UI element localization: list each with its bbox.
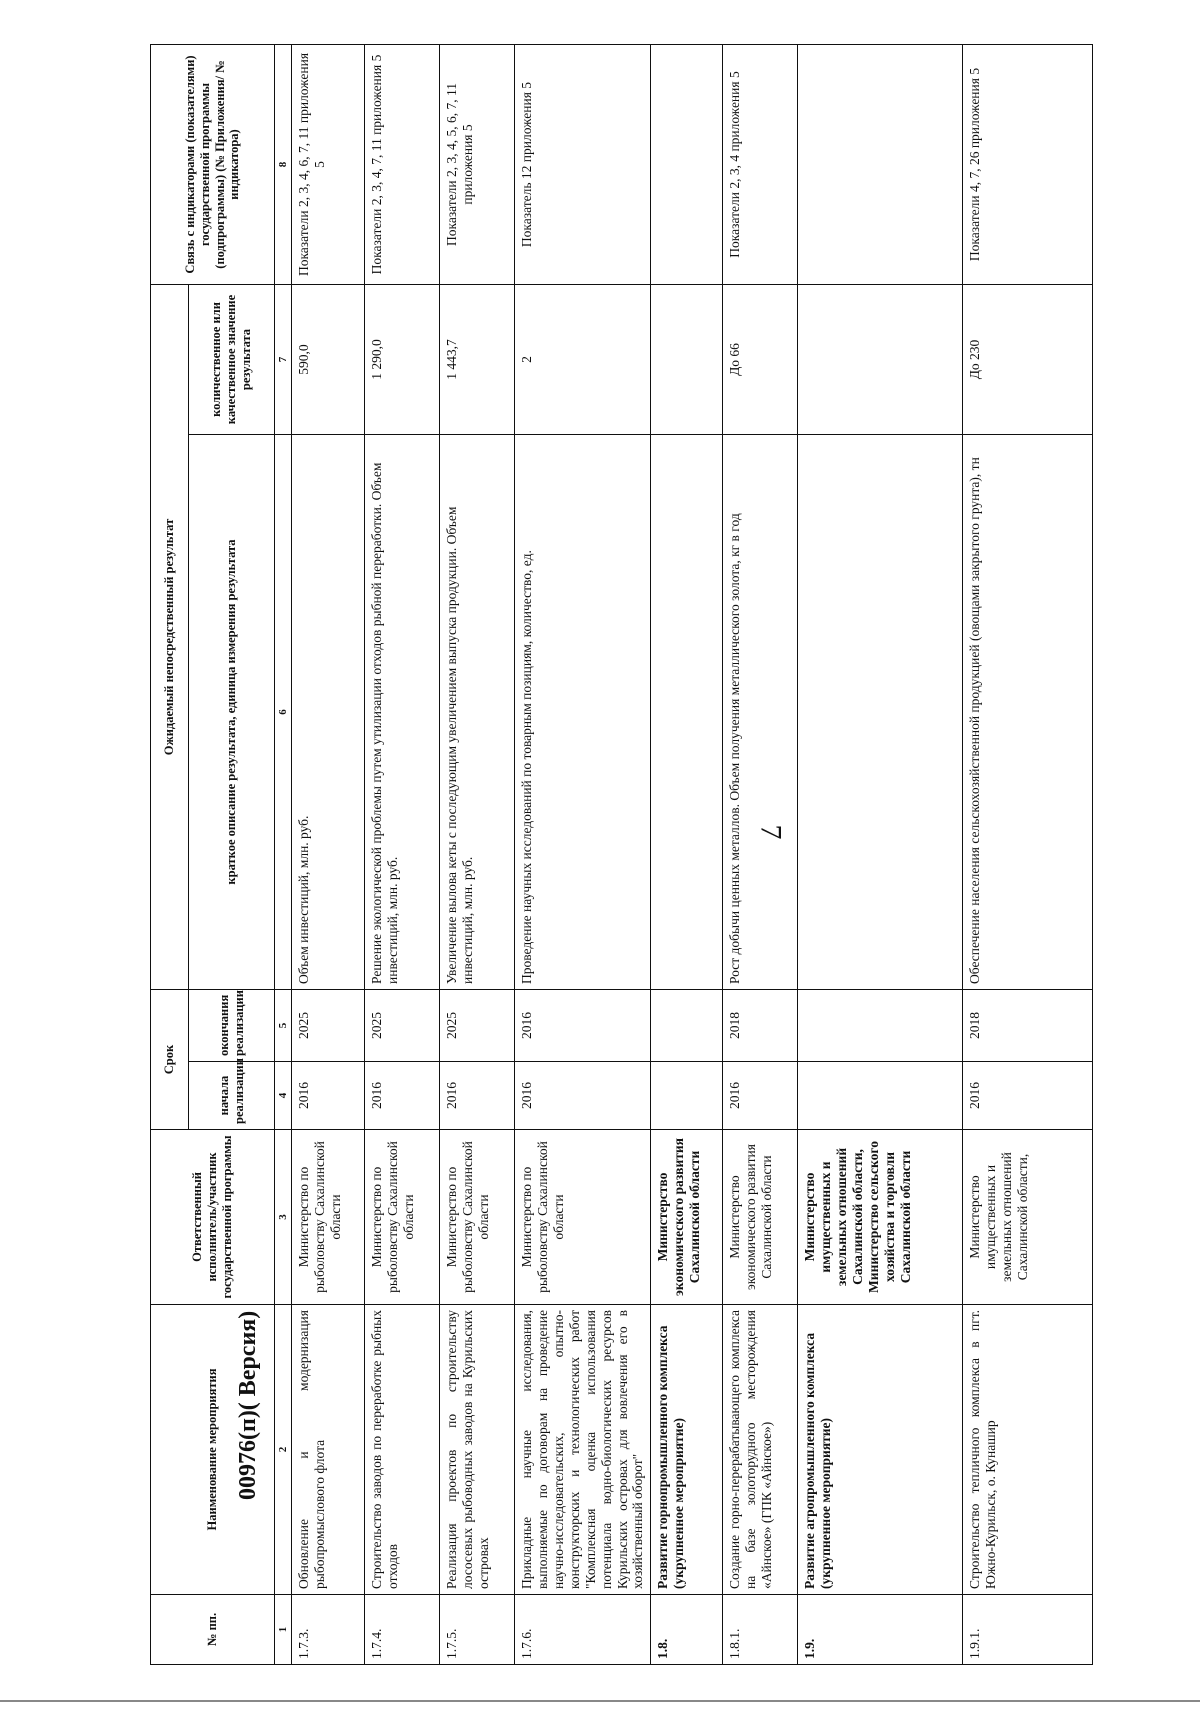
row-start: [798, 1062, 963, 1130]
row-value: 2: [515, 285, 651, 435]
version-mark: 00976(п)( Версия): [235, 1310, 261, 1500]
row-desc: Рост добычи ценных металлов. Объем получения металлического золота, кг в год: [723, 435, 798, 990]
row-start: [651, 1062, 723, 1130]
table-row: [292, 45, 365, 1665]
rotated-table-sheet: [150, 45, 1093, 1665]
row-num: 1.9.1.: [963, 1595, 1093, 1665]
table-row: [963, 45, 1093, 1665]
row-value: 1 443,7: [440, 285, 515, 435]
row-desc: Объем инвестиций, млн. руб.: [292, 435, 365, 990]
col-number: 7: [275, 285, 292, 435]
row-value: [798, 285, 963, 435]
row-end: 2018: [723, 990, 798, 1062]
row-start: 2016: [963, 1062, 1093, 1130]
header-name: Наименование мероприятия: [151, 1305, 275, 1595]
scan-edge-line: [0, 1700, 1200, 1702]
row-name: Прикладные научные исследования, выполняемые по договорам на проведение научно-исследовательских, опытно-конструкторских и технологических работ "Комплексная оценка использования потенциала водно-биологических ресурсов Курильских островах для вовлечения его в хозяйственный оборот": [515, 1305, 651, 1595]
row-value: 590,0: [292, 285, 365, 435]
row-num: 1.8.1.: [723, 1595, 798, 1665]
row-desc: [798, 435, 963, 990]
row-end: [651, 990, 723, 1062]
row-name: Строительство заводов по переработке рыбных отходов: [365, 1305, 440, 1595]
row-name: Создание горно-перерабатывающего комплекса на базе золоторудного месторождения «Айнское» (ГПК «Айнское»): [723, 1305, 798, 1595]
row-executor: Министерство экономического развития Сахалинской области: [651, 1130, 723, 1305]
row-name: Развитие горнопромышленного комплекса (укрупненное мероприятие): [651, 1305, 723, 1595]
row-end: 2016: [515, 990, 651, 1062]
page-number: 7: [754, 824, 788, 840]
header-link: Связь с индикаторами (показателями) государственной программы (подпрограммы) (№ Приложения/ № индикатора): [151, 45, 275, 285]
row-name: Развитие агропромышленного комплекса (укрупненное мероприятие): [798, 1305, 963, 1595]
row-end: [798, 990, 963, 1062]
row-desc: Обеспечение населения сельскохозяйственной продукцией (овощами закрытого грунта), тн: [963, 435, 1093, 990]
row-link: Показатели 4, 7, 26 приложения 5: [963, 45, 1093, 285]
row-start: 2016: [515, 1062, 651, 1130]
col-number: 5: [275, 990, 292, 1062]
row-value: До 230: [963, 285, 1093, 435]
table-row: [798, 45, 963, 1665]
header-start: начала реализации: [189, 1062, 275, 1130]
row-start: 2016: [292, 1062, 365, 1130]
row-start: 2016: [365, 1062, 440, 1130]
row-value: До 66: [723, 285, 798, 435]
row-end: 2025: [440, 990, 515, 1062]
row-end: 2018: [963, 990, 1093, 1062]
row-start: 2016: [723, 1062, 798, 1130]
row-link: Показатели 2, 3, 4, 5, 6, 7, 11 приложения 5: [440, 45, 515, 285]
row-num: 1.7.4.: [365, 1595, 440, 1665]
row-executor: Министерство экономического развития Сахалинской области: [723, 1130, 798, 1305]
row-executor: Министерство по рыболовству Сахалинской области: [365, 1130, 440, 1305]
header-expected: Ожидаемый непосредственный результат: [151, 285, 189, 990]
col-number: 3: [275, 1130, 292, 1305]
table-row: [651, 45, 723, 1665]
col-number: 6: [275, 435, 292, 990]
header-executor: Ответственный исполнитель/участник государственной программы: [151, 1130, 275, 1305]
header-value: количественное или качественное значение результата: [189, 285, 275, 435]
col-number: 8: [275, 45, 292, 285]
row-executor: Министерство имущественных и земельных отношений Сахалинской области, Министерство сельского хозяйства и торговли Сахалинской области: [798, 1130, 963, 1305]
row-value: [651, 285, 723, 435]
measures-table: [150, 44, 1093, 1665]
row-link: Показатели 2, 3, 4, 6, 7, 11 приложения 5: [292, 45, 365, 285]
row-end: 2025: [365, 990, 440, 1062]
row-desc: Увеличение вылова кеты с последующим увеличением выпуска продукции. Объем инвестиций, млн. руб.: [440, 435, 515, 990]
header-desc: краткое описание результата, единица измерения результата: [189, 435, 275, 990]
row-num: 1.7.6.: [515, 1595, 651, 1665]
row-num: 1.8.: [651, 1595, 723, 1665]
col-number: 1: [275, 1595, 292, 1665]
row-executor: Министерство имущественных и земельных отношений Сахалинской области,: [963, 1130, 1093, 1305]
row-num: 1.7.5.: [440, 1595, 515, 1665]
row-desc: Проведение научных исследований по товарным позициям, количество, ед.: [515, 435, 651, 990]
row-name: Строительство тепличного комплекса в пгт. Южно-Курильск, о. Кунашир: [963, 1305, 1093, 1595]
header-num: № пп.: [151, 1595, 275, 1665]
row-name: Обновление и модернизация рыбопромыслового флота: [292, 1305, 365, 1595]
row-executor: Министерство по рыболовству Сахалинской области: [515, 1130, 651, 1305]
table-row: [723, 45, 798, 1665]
row-link: Показатели 2, 3, 4 приложения 5: [723, 45, 798, 285]
table-row: [365, 45, 440, 1665]
row-value: 1 290,0: [365, 285, 440, 435]
row-link: [651, 45, 723, 285]
row-link: Показатель 12 приложения 5: [515, 45, 651, 285]
row-executor: Министерство по рыболовству Сахалинской области: [292, 1130, 365, 1305]
row-num: 1.7.3.: [292, 1595, 365, 1665]
table-row: [440, 45, 515, 1665]
row-end: 2025: [292, 990, 365, 1062]
row-desc: [651, 435, 723, 990]
table-row: [515, 45, 651, 1665]
header-end: окончания реализации: [189, 990, 275, 1062]
row-link: Показатели 2, 3, 4, 7, 11 приложения 5: [365, 45, 440, 285]
header-term: Срок: [151, 990, 189, 1130]
row-name: Реализация проектов по строительству лососевых рыбоводных заводов на Курильских островах: [440, 1305, 515, 1595]
row-desc: Решение экологической проблемы путем утилизации отходов рыбной переработки. Объем инвестиций, млн. руб.: [365, 435, 440, 990]
col-number: 2: [275, 1305, 292, 1595]
row-num: 1.9.: [798, 1595, 963, 1665]
row-link: [798, 45, 963, 285]
row-executor: Министерство по рыболовству Сахалинской области: [440, 1130, 515, 1305]
row-start: 2016: [440, 1062, 515, 1130]
col-number: 4: [275, 1062, 292, 1130]
